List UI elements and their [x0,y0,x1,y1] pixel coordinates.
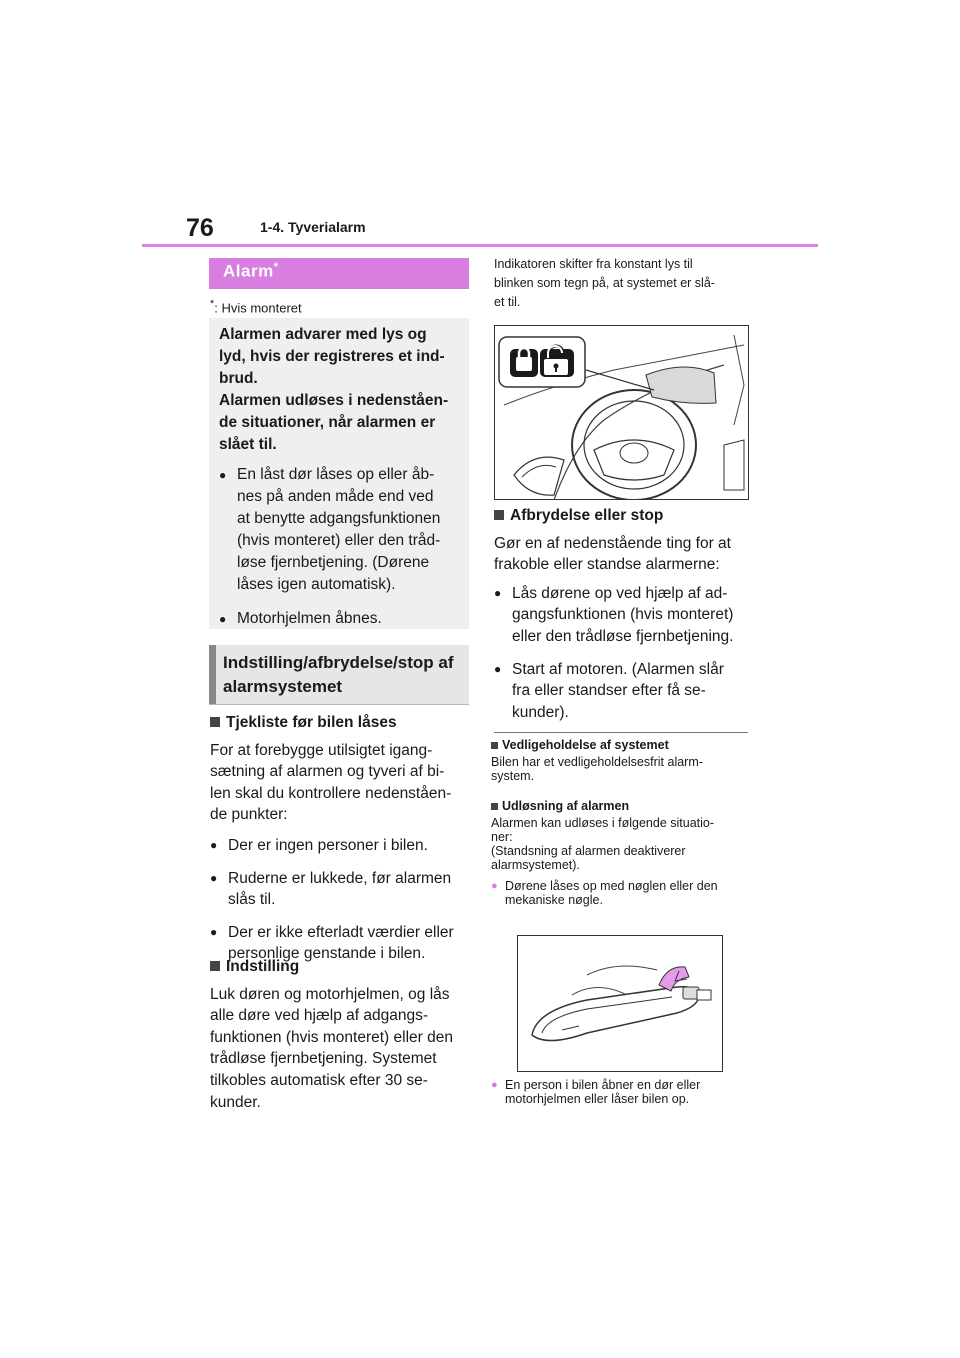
page-number: 76 [186,214,214,242]
intro-box [209,318,469,629]
dashboard-illustration [494,325,749,500]
divider [494,732,748,733]
square-bullet-icon [210,717,220,727]
square-bullet-icon [494,510,504,520]
lock-indicator-icon [510,346,574,377]
intro-bullet-1: ● En låst dør låses op eller åb- nes på anden måde end ved at benytte adgangsfunktionen (hvis monteret) eller den tråd- løse fjernbetjening. (Dørene låses igen automatisk). [219,464,464,596]
header-rule [142,244,818,247]
checklist-heading: Tjekliste før bilen låses [210,712,472,734]
square-bullet-icon [210,961,220,971]
trigger-dot-2-wrap [491,1078,753,1106]
trigger-section [491,799,753,907]
cancel-heading: Afbrydelse eller stop [494,505,756,527]
setting-section [210,956,472,1113]
cancel-paragraph: Gør en af nedenstående ting for at frakoble eller standse alarmerne: [494,534,731,574]
checklist-bullet-3: ● Der er ikke efterladt værdier eller personlige genstande i bilen. [210,922,472,965]
square-bullet-icon [491,803,498,810]
alarm-title-box [209,258,469,289]
checklist-bullet-1: ● Der er ingen personer i bilen. [210,835,472,857]
indicator-note: Indikatoren skifter fra konstant lys til blinken som tegn på, at systemet er slå- et til. [494,257,715,309]
trigger-dot-1: ● Dørene låses op med nøglen eller den mekaniske nøgle. [491,879,753,907]
footnote: *: Hvis monteret [210,298,302,316]
intro-bullet-2: ● Motorhjelmen åbnes. [219,608,464,630]
trigger-heading: Udløsning af alarmen [491,799,753,813]
cancel-bullet-2: ● Start af motoren. (Alarmen slår fra eller standser efter få se- kunder). [494,659,756,724]
cancel-bullet-1: ● Lås dørene op ved hjælp af ad- gangsfunktionen (hvis monteret) eller den trådløse fjernbetjening. [494,583,756,648]
maintenance-section [491,738,753,783]
setting-heading: Indstilling [210,956,472,978]
square-bullet-icon [491,742,498,749]
checklist-paragraph: For at forebygge utilsigtet igang- sætning af alarmen og tyveri af bi- len skal du kontrollere nedenståen- de punkter: [210,741,452,824]
trigger-dot-2: ● En person i bilen åbner en dør eller motorhjelmen eller låser bilen op. [491,1078,753,1106]
setting-paragraph: Luk døren og motorhjelmen, og lås alle døre ved hjælp af adgangs- funktionen (hvis monteret) eller den trådløse fjernbetjening. Systemet tilkobles automatisk efter 30 se- kunder. [210,985,453,1111]
maintenance-heading: Vedligeholdelse af systemet [491,738,753,752]
section-title: 1-4. Tyverialarm [260,219,366,235]
setup-heading: Indstilling/afbrydelse/stop af alarmsystemet [209,645,469,705]
checklist-bullet-2: ● Ruderne er lukkede, før alarmen slås til. [210,868,472,911]
maintenance-text: Bilen har et vedligeholdelsesfrit alarm- system. [491,755,703,783]
cancel-section [494,505,756,735]
intro-bullets [219,464,464,642]
door-handle-illustration [517,935,723,1072]
heading-bar [209,645,216,704]
trigger-text: Alarmen kan udløses i følgende situatio- ner: (Standsning af alarmen deaktiverer alarmsystemet). [491,816,715,872]
checklist-section [210,712,472,977]
intro-text: Alarmen advarer med lys og lyd, hvis der registreres et ind- brud. Alarmen udløses i nedenståen- de situationer, når alarmen er slået til. [219,326,449,453]
alarm-title: Alarm* [223,261,279,281]
